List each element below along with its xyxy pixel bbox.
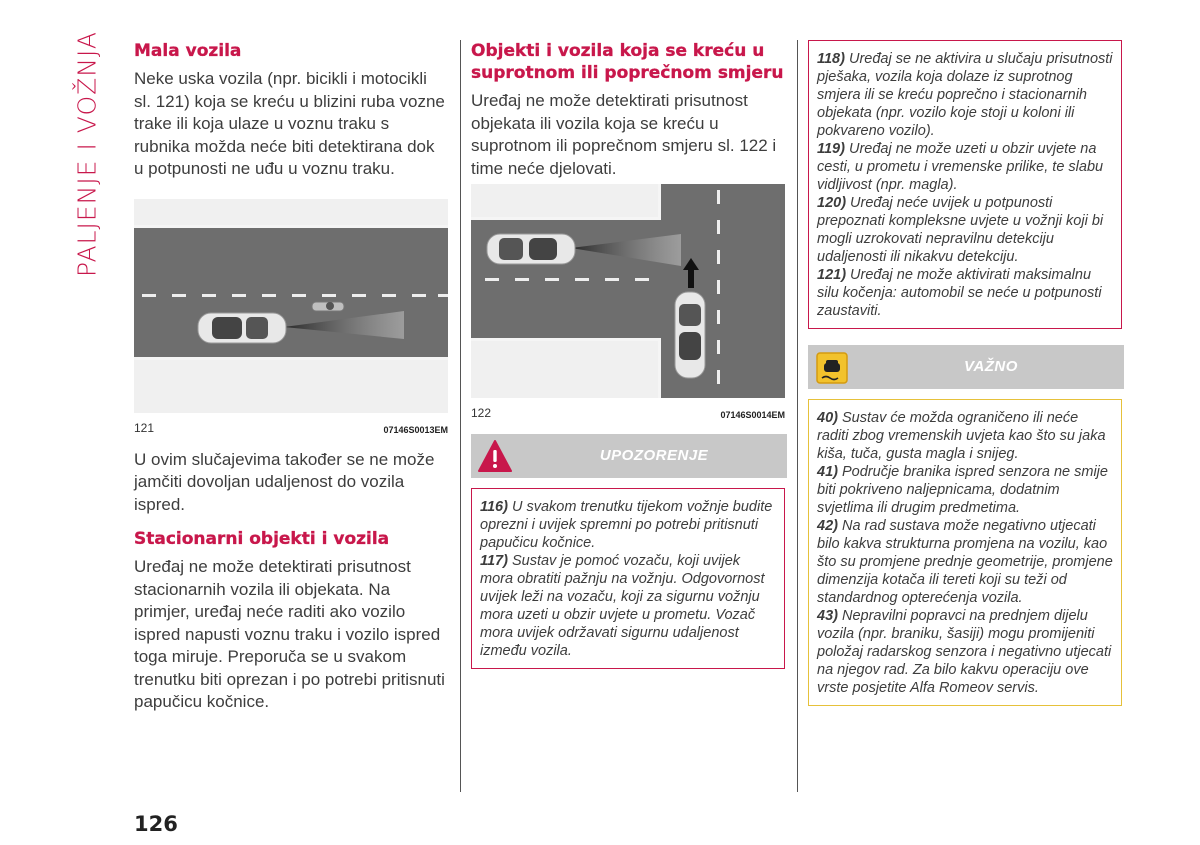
note-number: 118) — [817, 51, 845, 67]
column-2 — [471, 40, 787, 669]
note-text: Sustav je pomoć vozaču, koji uvijek mora obratiti pažnju na vožnju. Odgovornost uvijek leži na vozaču, koji za sigurnu vožnju mora uzeti u obzir uvjete u prometu. Vozač mora uvijek održavati sigurnu udaljenost između vozila. — [480, 553, 765, 659]
column-divider — [797, 40, 798, 792]
note-number: 40) — [817, 410, 838, 426]
important-banner — [808, 345, 1124, 389]
note-number: 41) — [817, 464, 838, 480]
crossroad-illustration — [471, 184, 785, 398]
note-item — [817, 50, 1113, 140]
important-label: VAŽNO — [964, 358, 1018, 375]
section-heading-opposite-direction: Objekti i vozila koja se kreću u suprotnom ili poprečnom smjeru — [471, 41, 784, 83]
note-number: 43) — [817, 608, 838, 624]
paragraph: Neke uska vozila (npr. bicikli i motocikli sl. 121) koja se kreću u blizini ruba vozne trake ili koja ulaze u voznu traku s rubnika možda neće biti detektirana dok u potpunosti ne uđu u voznu traku. — [134, 69, 445, 178]
figure-122 — [471, 184, 785, 398]
warning-banner — [471, 434, 787, 478]
note-item — [480, 498, 776, 552]
note-number: 42) — [817, 518, 838, 534]
warning-notes-box — [471, 488, 785, 669]
note-text: Područje branika ispred senzora ne smije biti pokriveno naljepnicama, dodatnim svjetlima ili drugim predmetima. — [817, 464, 1108, 516]
figure-code: 07146S0014EM — [720, 410, 785, 420]
note-text: Nepravilni popravci na prednjem dijelu vozila (npr. braniku, šasiji) mogu promijeniti položaj radarskog senzora i negativno utjecati na njegov rad. Za bilo kakvu operaciju ove vrste posjetite Alfa Romeov servis. — [817, 608, 1112, 696]
note-item — [817, 463, 1113, 517]
car-icon — [198, 313, 286, 343]
car-icon — [487, 234, 575, 264]
section-heading-small-vehicles: Mala vozila — [134, 41, 242, 61]
note-item — [817, 194, 1113, 266]
note-text: Na rad sustava može negativno utjecati bilo kakva strukturna promjena na vozilu, kao što su promjene prednje geometrije, promjene dimenzija kotača ili tereti koji su teži od standardnog opterećenja vozila. — [817, 518, 1113, 606]
figure-number: 121 — [134, 420, 155, 435]
note-number: 116) — [480, 499, 508, 515]
warning-notes-box — [808, 40, 1122, 329]
note-text: Uređaj ne može uzeti u obzir uvjete na cesti, u prometu i vremenske prilike, te slabu vidljivost (npr. magla). — [817, 141, 1104, 193]
motorcycle-icon — [312, 302, 344, 311]
note-number: 119) — [817, 141, 845, 157]
figure-caption — [471, 404, 785, 420]
section-side-title: PALJENJE I VOŽNJA — [72, 30, 102, 278]
page-number: 126 — [134, 812, 178, 836]
note-item — [480, 552, 776, 660]
figure-121 — [134, 199, 448, 413]
note-text: Sustav će možda ograničeno ili neće raditi zbog vremenskih uvjeta kao što su jaka kiša, tuča, gusta magla i snijeg. — [817, 410, 1106, 462]
car-icon — [675, 292, 705, 378]
note-number: 120) — [817, 195, 847, 211]
note-item — [817, 140, 1113, 194]
important-notes-box — [808, 399, 1122, 706]
paragraph: Uređaj ne može detektirati prisutnost stacionarnih vozila ili objekata. Na primjer, uređaj neće raditi ako vozilo ispred napusti voznu traku i vozilo ispred toga miruje. Preporuča se u svakom trenutku biti oprezan i po potrebi pritisnuti papučicu kočnice. — [134, 557, 445, 711]
figure-code: 07146S0013EM — [383, 424, 448, 435]
note-text: Uređaj neće uvijek u potpunosti prepoznati kompleksne uvjete u vožnji koji bi mogli uzrokovati nepravilnu detekciju udaljenosti ili nikakvu detekciju. — [817, 195, 1104, 265]
figure-caption — [134, 419, 448, 435]
road-motorcycle-illustration — [134, 199, 448, 413]
column-3 — [808, 40, 1124, 706]
note-text: Uređaj ne može aktivirati maksimalnu silu kočenja: automobil se neće u potpunosti zaustaviti. — [817, 267, 1102, 319]
paragraph: Uređaj ne može detektirati prisutnost objekata ili vozila koja se kreću u suprotnom ili poprečnom smjeru sl. 122 i time neće djelovati. — [471, 91, 777, 178]
figure-number: 122 — [471, 406, 492, 420]
column-1 — [134, 40, 448, 714]
note-number: 117) — [480, 553, 508, 569]
note-number: 121) — [817, 267, 847, 283]
column-divider — [460, 40, 461, 792]
note-item — [817, 266, 1113, 320]
note-text: U svakom trenutku tijekom vožnje budite oprezni i uvijek spremni po potrebi pritisnuti papučicu kočnice. — [480, 499, 773, 551]
warning-label: UPOZORENJE — [599, 447, 709, 464]
paragraph: U ovim slučajevima također se ne može jamčiti dovoljan udaljenost do vozila ispred. — [134, 449, 435, 514]
note-item — [817, 409, 1113, 463]
note-item — [817, 517, 1113, 607]
note-item — [817, 607, 1113, 697]
section-heading-stationary-objects: Stacionarni objekti i vozila — [134, 529, 390, 549]
note-text: Uređaj se ne aktivira u slučaju prisutnosti pješaka, vozila koja dolaze iz suprotnog smjera ili se kreću poprečno i stacionarnih objekata (npr. vozilo koje stoji u koloni ili pokvareno vozilo). — [817, 51, 1113, 139]
